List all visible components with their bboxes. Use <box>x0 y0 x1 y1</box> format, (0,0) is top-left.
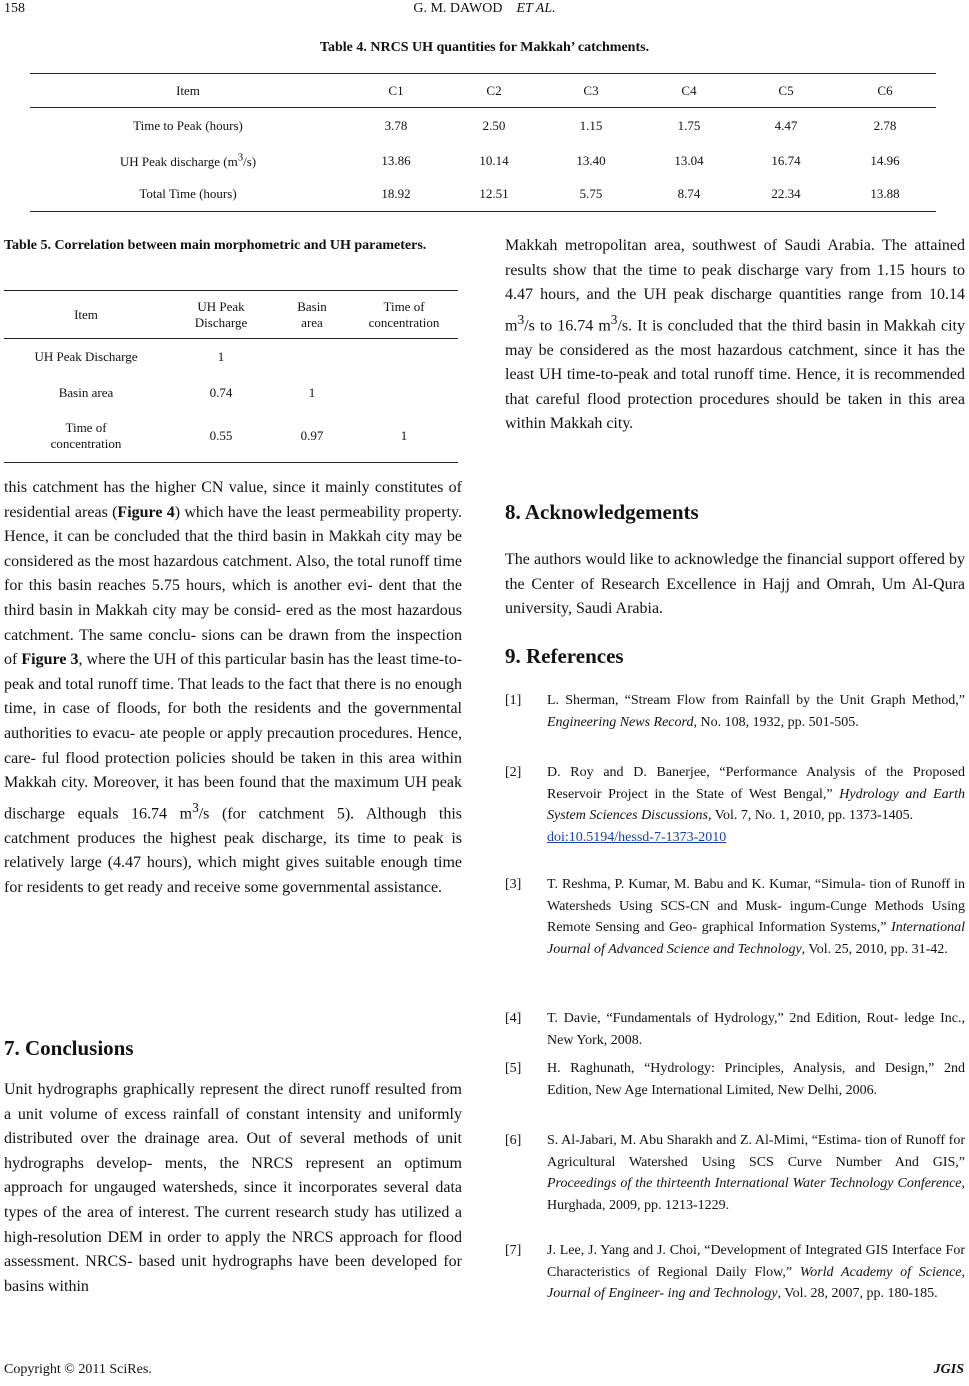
table4-cell: 14.96 <box>870 152 900 168</box>
table4-cell: 18.92 <box>381 186 411 202</box>
table4-cell: 13.40 <box>576 152 606 168</box>
conclusions-heading: 7. Conclusions <box>4 1036 134 1060</box>
table4-header-cell: C4 <box>640 74 738 108</box>
table4-cell: 3.78 <box>384 117 408 133</box>
table4-header-cell: Item <box>30 74 346 108</box>
table5-cell: UH Peak Discharge <box>34 348 138 364</box>
doi-link[interactable]: doi:10.5194/hessd-7-1373-2010 <box>547 829 727 845</box>
table4-header-cell: C1 <box>346 74 446 108</box>
table-row <box>30 178 936 212</box>
running-header <box>0 0 969 24</box>
table-row <box>30 108 936 144</box>
body-paragraph: this catchment has the higher CN value, since it mainly constitutes of residential areas (Figure 4) which have the least permeability property. Hence, it can be concluded that the third basin in Makkah city may be considered as the most hazardous catchment. Also, the total runoff time for this basin reaches 5.75 hours, which is another evi- dent that the third basin in Makkah city may be consid- ered as the most hazardous catchment. The same conclu- sions can be drawn from the inspection of Figure 3, where the UH of this particular basin has the least time-to-peak and total runoff time. That leads to the fact that there is no enough time, in case of floods, for both the residents and the governmental authorities to evacu- ate people or apply precaution procedures. Hence, care- ful flood protection policies should be taken in this area within Makkah city. Moreover, it has been found that the maximum UH peak discharge equals 16.74 $m^3/s$ (for catchment 5). Although this catchment produces the highest peak discharge, its time to peak is relatively large (4.47 hours), which might gives suitable enough time for residents to get ready and receive some governmental assistance. <box>4 479 463 896</box>
table4-header-cell: C3 <box>542 74 640 108</box>
table4-caption: Table 4. NRCS UH quantities for Makkah’ catchments. <box>319 40 650 55</box>
table5-cell: 0.97 <box>300 428 324 444</box>
table4-header-cell: C5 <box>738 74 834 108</box>
table5-caption: Table 5. Correlation between main morphometric and UH parameters. <box>4 238 427 253</box>
table4-cell: 13.04 <box>674 152 704 168</box>
table4 <box>30 73 936 212</box>
table-row <box>4 339 458 375</box>
table5-cell: Time of concentration <box>50 420 122 452</box>
figure-3-ref: Figure 3 <box>21 651 79 669</box>
table4-cell: 2.78 <box>873 117 897 133</box>
page-footer <box>4 1362 964 1378</box>
table4-cell: Time to Peak (hours) <box>133 117 243 133</box>
table4-cell: 13.88 <box>870 186 900 202</box>
table5-cell: Basin area <box>58 384 114 400</box>
table5-header-cell: Item <box>4 291 168 339</box>
table4-cell: 5.75 <box>579 186 603 202</box>
table-row <box>4 375 458 411</box>
table5-cell: 1 <box>400 428 408 444</box>
table4-cell: 22.34 <box>771 186 801 202</box>
references-heading: 9. References <box>505 644 624 668</box>
table4-cell: 10.14 <box>479 152 509 168</box>
table5-cell <box>350 375 458 411</box>
table5 <box>4 290 458 463</box>
table4-cell: 13.86 <box>381 152 411 168</box>
table4-header-row <box>30 74 936 108</box>
table5-cell: 0.55 <box>209 428 233 444</box>
table4-cell: 16.74 <box>771 152 801 168</box>
conclusions-paragraph: Unit hydrographs graphically represent the direct runoff resulted from a unit volume of excess rainfall of constant intensity and uniformly distributed over the drainage area. Out of several methods of unit hydrographs develop- ments, the NRCS represent an optimum approach for ungauged watersheds, since it incorporates several data types of the area of interest. The current research study has utilized a high-resolution DEM in order to apply the NRCS approach for flood assessment. NRCS- based unit hydrographs have been developed for basins within <box>4 1081 462 1295</box>
right-column-paragraph: Makkah metropolitan area, southwest of Saudi Arabia. The attained results show that the time to peak discharge vary from 1.15 hours to 4.47 hours, and the UH peak discharge quantities range from 10.14 $m^3/s$ to 16.74 $m^3/s$. It is concluded that the third basin in Makkah city may be considered as the most hazardous catchment, since it has the least UH time-to-peak and total runoff time. Hence, it is recommended that careful flood protection procedures should be taken in this area within Makkah city. <box>505 237 966 433</box>
table4-cell: Total Time (hours) <box>139 186 237 202</box>
table5-cell: 1 <box>217 348 225 364</box>
figure-4-ref: Figure 4 <box>117 503 175 521</box>
table4-header-cell: C6 <box>834 74 936 108</box>
table4-cell: 1.15 <box>579 117 603 133</box>
table5-cell: 0.74 <box>209 384 233 400</box>
table5-cell <box>274 339 350 375</box>
acknowledgements-paragraph: The authors would like to acknowledge the financial support offered by the Center of Research Excellence in Hajj and Omrah, Um Al-Qura university, Saudi Arabia. <box>505 551 965 618</box>
running-authors: G. M. DAWOD ET AL. <box>413 1 556 16</box>
table4-cell: 1.75 <box>677 117 701 133</box>
table-row <box>4 411 458 463</box>
table4-cell: 12.51 <box>479 186 509 202</box>
left-column-paragraph <box>4 476 462 900</box>
table5-header-cell: UH Peak Discharge <box>168 291 274 339</box>
table5-header-cell: Time of concentration <box>350 291 458 339</box>
copyright-text: Copyright © 2011 SciRes. <box>4 1362 152 1377</box>
table5-header-row <box>4 291 458 339</box>
table4-cell <box>30 144 346 178</box>
acknowledgements-heading: 8. Acknowledgements <box>505 500 699 524</box>
uh-peak-label: UH Peak discharge $(m^3/s)$ <box>119 151 257 169</box>
table4-header-cell: C2 <box>446 74 542 108</box>
table4-cell: 8.74 <box>677 186 701 202</box>
table-row <box>30 144 936 178</box>
table4-cell: 2.50 <box>482 117 506 133</box>
table5-header-cell: Basin area <box>274 291 350 339</box>
table5-cell: 1 <box>308 384 316 400</box>
page-number: 158 <box>4 1 25 16</box>
table5-cell <box>350 339 458 375</box>
journal-name: JGIS <box>933 1362 964 1377</box>
table4-cell: 4.47 <box>774 117 798 133</box>
